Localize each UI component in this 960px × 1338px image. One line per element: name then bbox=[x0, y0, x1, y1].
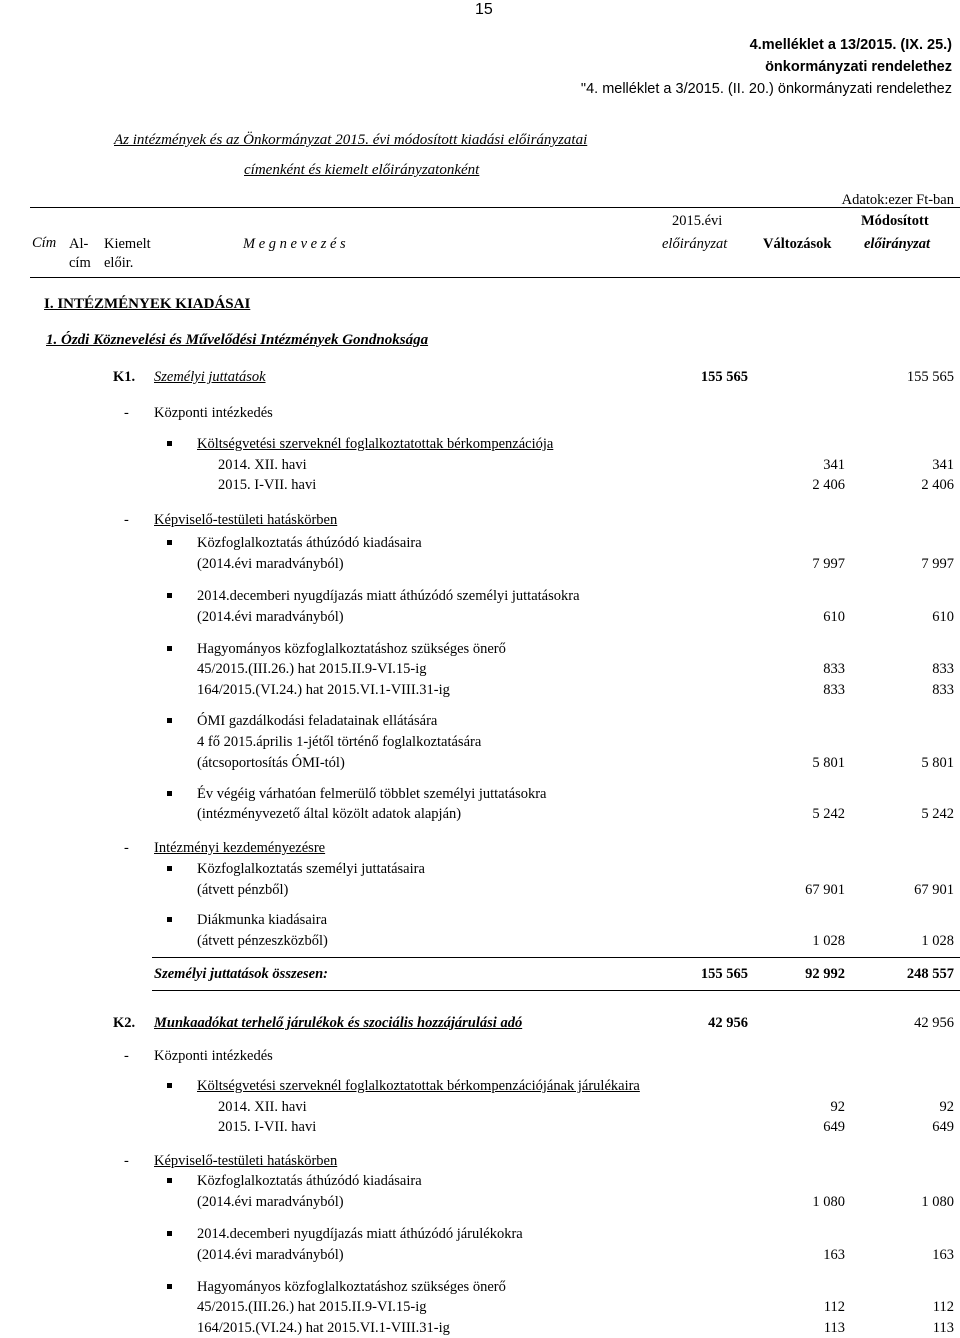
header-line-1: 4.melléklet a 13/2015. (IX. 25.) bbox=[749, 37, 952, 53]
k2-g1-row1-label: 2014. XII. havi bbox=[218, 1099, 307, 1115]
bullet-icon bbox=[167, 1284, 172, 1289]
k2-g1-row1-modified: 92 bbox=[939, 1099, 954, 1115]
k1-modified: 155 565 bbox=[906, 369, 954, 385]
header-top-rule bbox=[30, 207, 960, 208]
header-line-3: "4. melléklet a 3/2015. (II. 20.) önkormányzati rendelethez bbox=[580, 81, 952, 97]
k2-g1-title: Központi intézkedés bbox=[154, 1048, 273, 1064]
k1-g2-b2: (2014.évi maradványból) bbox=[197, 609, 344, 625]
k1-g2-c3-change: 833 bbox=[823, 682, 845, 698]
k1-g1-row1-change: 341 bbox=[823, 457, 845, 473]
col-eredeti-2: előirányzat bbox=[662, 236, 728, 252]
units-note: Adatok:ezer Ft-ban bbox=[841, 192, 954, 208]
k1-g3-a-change: 67 901 bbox=[805, 882, 845, 898]
k2-g1-dash: - bbox=[124, 1048, 129, 1064]
k1-g1-row1-modified: 341 bbox=[932, 457, 954, 473]
page-number: 15 bbox=[475, 1, 493, 18]
k1-g2-b-modified: 610 bbox=[932, 609, 954, 625]
k1-g2-e1: Év végéig várhatóan felmerülő többlet személyi juttatásokra bbox=[197, 786, 547, 802]
k1-g1-row1-label: 2014. XII. havi bbox=[218, 457, 307, 473]
col-kiemelt-2: előir. bbox=[104, 255, 134, 271]
k1-g1-row2-modified: 2 406 bbox=[921, 477, 954, 493]
k2-g2-c2: 45/2015.(III.26.) hat 2015.II.9-VI.15-ig bbox=[197, 1299, 427, 1315]
col-alcim-1: Al- bbox=[69, 236, 89, 252]
k1-g2-title: Képviselő-testületi hatáskörben bbox=[154, 512, 338, 528]
bullet-icon bbox=[167, 441, 172, 446]
k1-total-label: Személyi juttatások összesen: bbox=[154, 966, 329, 982]
k1-g3-a1: Közfoglalkoztatás személyi juttatásaira bbox=[197, 861, 425, 877]
k1-g2-a-change: 7 997 bbox=[812, 556, 845, 572]
k1-g3-a2: (átvett pénzből) bbox=[197, 882, 289, 898]
k1-g2-c3: 164/2015.(VI.24.) hat 2015.VI.1-VIII.31-ig bbox=[197, 682, 450, 698]
section-heading: I. INTÉZMÉNYEK KIADÁSAI bbox=[44, 296, 251, 312]
k1-g2-c3-modified: 833 bbox=[932, 682, 954, 698]
k1-g2-d2: 4 fő 2015.április 1-jétől történő foglalkoztatására bbox=[197, 734, 482, 750]
k2-g1-row2-change: 649 bbox=[823, 1119, 845, 1135]
k2-g2-a1: Közfoglalkoztatás áthúzódó kiadásaira bbox=[197, 1173, 422, 1189]
k1-g1-row2-label: 2015. I-VII. havi bbox=[218, 477, 317, 493]
k2-g2-title: Képviselő-testületi hatáskörben bbox=[154, 1153, 338, 1169]
k2-g1-row2-label: 2015. I-VII. havi bbox=[218, 1119, 317, 1135]
k2-code: K2. bbox=[113, 1015, 136, 1031]
k1-g2-b-change: 610 bbox=[823, 609, 845, 625]
k1-g2-e-modified: 5 242 bbox=[921, 806, 954, 822]
k1-g2-c2-change: 833 bbox=[823, 661, 845, 677]
bullet-icon bbox=[167, 1178, 172, 1183]
bullet-icon bbox=[167, 646, 172, 651]
k1-g2-a-modified: 7 997 bbox=[921, 556, 954, 572]
k1-g3-title: Intézményi kezdeményezésre bbox=[154, 840, 326, 856]
col-cim: Cím bbox=[32, 235, 57, 251]
k1-g1-row2-change: 2 406 bbox=[812, 477, 845, 493]
k2-g2-c2-modified: 112 bbox=[932, 1299, 954, 1315]
bullet-icon bbox=[167, 1231, 172, 1236]
document-subtitle: címenként és kiemelt előirányzatonként bbox=[244, 162, 480, 178]
total-bottom-rule bbox=[152, 990, 960, 991]
k1-g1-item1: Költségvetési szerveknél foglalkoztatottak bérkompenzációja bbox=[197, 436, 554, 452]
k1-g3-b-modified: 1 028 bbox=[921, 933, 954, 949]
header-line-2: önkormányzati rendelethez bbox=[765, 59, 952, 75]
k1-g2-e2: (intézményvezető által közölt adatok alapján) bbox=[197, 806, 462, 822]
k2-g2-c3-modified: 113 bbox=[932, 1320, 954, 1336]
k2-g2-dash: - bbox=[124, 1153, 129, 1169]
bullet-icon bbox=[167, 791, 172, 796]
k1-g3-a-modified: 67 901 bbox=[914, 882, 954, 898]
k1-g2-c2-modified: 833 bbox=[932, 661, 954, 677]
header-bottom-rule bbox=[30, 277, 960, 278]
k2-g2-c2-change: 112 bbox=[823, 1299, 845, 1315]
k1-total-original: 155 565 bbox=[700, 966, 748, 982]
k1-g2-d3: (átcsoportosítás ÓMI-tól) bbox=[197, 755, 345, 771]
col-modositott-1: Módosított bbox=[861, 213, 929, 229]
col-eredeti-1: 2015.évi bbox=[672, 213, 723, 229]
k1-g2-dash: - bbox=[124, 512, 129, 528]
k2-g1-item1: Költségvetési szerveknél foglalkoztatottak bérkompenzációjának járulékaira bbox=[197, 1078, 640, 1094]
k2-g1-row2-modified: 649 bbox=[932, 1119, 954, 1135]
institution-heading: 1. Ózdi Köznevelési és Művelődési Intézmények Gondnoksága bbox=[46, 332, 429, 348]
k1-g2-c2: 45/2015.(III.26.) hat 2015.II.9-VI.15-ig bbox=[197, 661, 427, 677]
k2-g2-a-change: 1 080 bbox=[812, 1194, 845, 1210]
k2-g2-a2: (2014.évi maradványból) bbox=[197, 1194, 344, 1210]
k2-g2-b2: (2014.évi maradványból) bbox=[197, 1247, 344, 1263]
k2-g2-b-modified: 163 bbox=[932, 1247, 954, 1263]
k1-total-change: 92 992 bbox=[805, 966, 845, 982]
k1-g3-dash: - bbox=[124, 840, 129, 856]
k1-original: 155 565 bbox=[700, 369, 748, 385]
col-kiemelt-1: Kiemelt bbox=[104, 236, 151, 252]
k1-g2-a1: Közfoglalkoztatás áthúzódó kiadásaira bbox=[197, 535, 422, 551]
k1-g2-d1: ÓMI gazdálkodási feladatainak ellátására bbox=[197, 713, 438, 729]
k2-g1-row1-change: 92 bbox=[830, 1099, 845, 1115]
bullet-icon bbox=[167, 593, 172, 598]
document-title: Az intézmények és az Önkormányzat 2015. évi módosított kiadási előirányzatai bbox=[114, 132, 588, 148]
col-valtozasok: Változások bbox=[763, 236, 832, 252]
k2-modified: 42 956 bbox=[914, 1015, 954, 1031]
k1-total-modified: 248 557 bbox=[906, 966, 954, 982]
k1-g3-b1: Diákmunka kiadásaira bbox=[197, 912, 328, 928]
k2-g2-c1: Hagyományos közfoglalkoztatáshoz szükséges önerő bbox=[197, 1279, 506, 1295]
k2-g2-c3-change: 113 bbox=[823, 1320, 845, 1336]
col-modositott-2: előirányzat bbox=[864, 236, 931, 252]
k1-g3-b-change: 1 028 bbox=[812, 933, 845, 949]
k2-g2-c3: 164/2015.(VI.24.) hat 2015.VI.1-VIII.31-ig bbox=[197, 1320, 450, 1336]
k1-g2-d-modified: 5 801 bbox=[921, 755, 954, 771]
bullet-icon bbox=[167, 718, 172, 723]
k1-g2-d-change: 5 801 bbox=[812, 755, 845, 771]
k1-g3-b2: (átvett pénzeszközből) bbox=[197, 933, 328, 949]
bullet-icon bbox=[167, 866, 172, 871]
k1-g2-c1: Hagyományos közfoglalkoztatáshoz szükséges önerő bbox=[197, 641, 506, 657]
bullet-icon bbox=[167, 917, 172, 922]
k1-g2-a2: (2014.évi maradványból) bbox=[197, 556, 344, 572]
k2-name: Munkaadókat terhelő járulékok és szociális hozzájárulási adó bbox=[154, 1015, 523, 1031]
k2-g2-b-change: 163 bbox=[823, 1247, 845, 1263]
k2-g2-a-modified: 1 080 bbox=[921, 1194, 954, 1210]
total-top-rule bbox=[152, 957, 960, 958]
k1-code: K1. bbox=[113, 369, 136, 385]
col-alcim-2: cím bbox=[69, 255, 91, 271]
k1-g2-b1: 2014.decemberi nyugdíjazás miatt áthúzódó személyi juttatásokra bbox=[197, 588, 580, 604]
col-megnevezes: M e g n e v e z é s bbox=[243, 236, 346, 252]
k1-g2-e-change: 5 242 bbox=[812, 806, 845, 822]
k2-original: 42 956 bbox=[708, 1015, 748, 1031]
k1-name: Személyi juttatások bbox=[154, 369, 266, 385]
k2-g2-b1: 2014.decemberi nyugdíjazás miatt áthúzódó járulékokra bbox=[197, 1226, 523, 1242]
k1-g1-dash: - bbox=[124, 405, 129, 421]
bullet-icon bbox=[167, 1083, 172, 1088]
k1-g1-title: Központi intézkedés bbox=[154, 405, 273, 421]
bullet-icon bbox=[167, 540, 172, 545]
